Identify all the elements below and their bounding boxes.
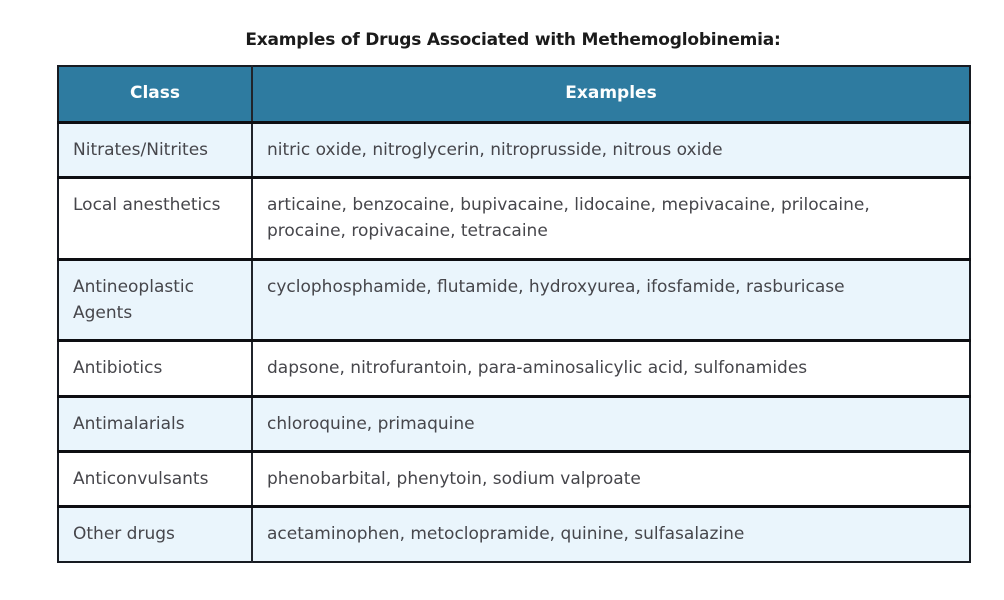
- drug-table-body: [58, 122, 970, 562]
- examples-cell: [252, 451, 970, 506]
- class-cell: [58, 451, 252, 506]
- table-row: [58, 122, 970, 177]
- class-cell: [58, 259, 252, 341]
- table-row: [58, 451, 970, 506]
- class-cell: [58, 122, 252, 177]
- examples-value: phenobarbital, phenytoin, sodium valproate: [267, 468, 641, 489]
- examples-value: acetaminophen, metoclopramide, quinine, sulfasalazine: [267, 524, 745, 545]
- table-row: [58, 507, 970, 562]
- drug-table: [57, 65, 971, 563]
- examples-value: nitric oxide, nitroglycerin, nitroprusside, nitrous oxide: [267, 139, 723, 160]
- class-label: Local anesthetics: [73, 194, 221, 215]
- examples-cell: [252, 507, 970, 562]
- class-cell: [58, 396, 252, 451]
- table-row: [58, 396, 970, 451]
- class-label: Antimalarials: [73, 413, 185, 434]
- column-header-examples: Examples: [252, 66, 970, 122]
- examples-cell: [252, 396, 970, 451]
- class-label: Other drugs: [73, 524, 175, 545]
- class-label: Anticonvulsants: [73, 468, 209, 489]
- class-label: Nitrates/Nitrites: [73, 139, 209, 160]
- table-row: [58, 259, 970, 341]
- column-header-class: Class: [58, 66, 252, 122]
- examples-value: dapsone, nitrofurantoin, para-aminosalicylic acid, sulfonamides: [267, 358, 808, 379]
- table-row: [58, 341, 970, 396]
- examples-value: chloroquine, primaquine: [267, 413, 475, 434]
- class-cell: [58, 507, 252, 562]
- drug-table-header: [58, 66, 970, 122]
- examples-cell: [252, 177, 970, 259]
- table-row: [58, 177, 970, 259]
- header-row: [58, 66, 970, 122]
- examples-cell: [252, 341, 970, 396]
- class-label: Antibiotics: [73, 358, 163, 379]
- examples-value: cyclophosphamide, flutamide, hydroxyurea, ifosfamide, rasburicase: [267, 276, 845, 297]
- class-label: Antineoplastic Agents: [73, 276, 194, 323]
- examples-cell: [252, 122, 970, 177]
- class-cell: [58, 341, 252, 396]
- page-container: [57, 0, 969, 563]
- class-cell: [58, 177, 252, 259]
- page-title: Examples of Drugs Associated with Methemoglobinemia:: [245, 30, 781, 50]
- examples-value: articaine, benzocaine, bupivacaine, lidocaine, mepivacaine, prilocaine, procaine, ropivacaine, tetracaine: [267, 194, 870, 242]
- examples-cell: [252, 259, 970, 341]
